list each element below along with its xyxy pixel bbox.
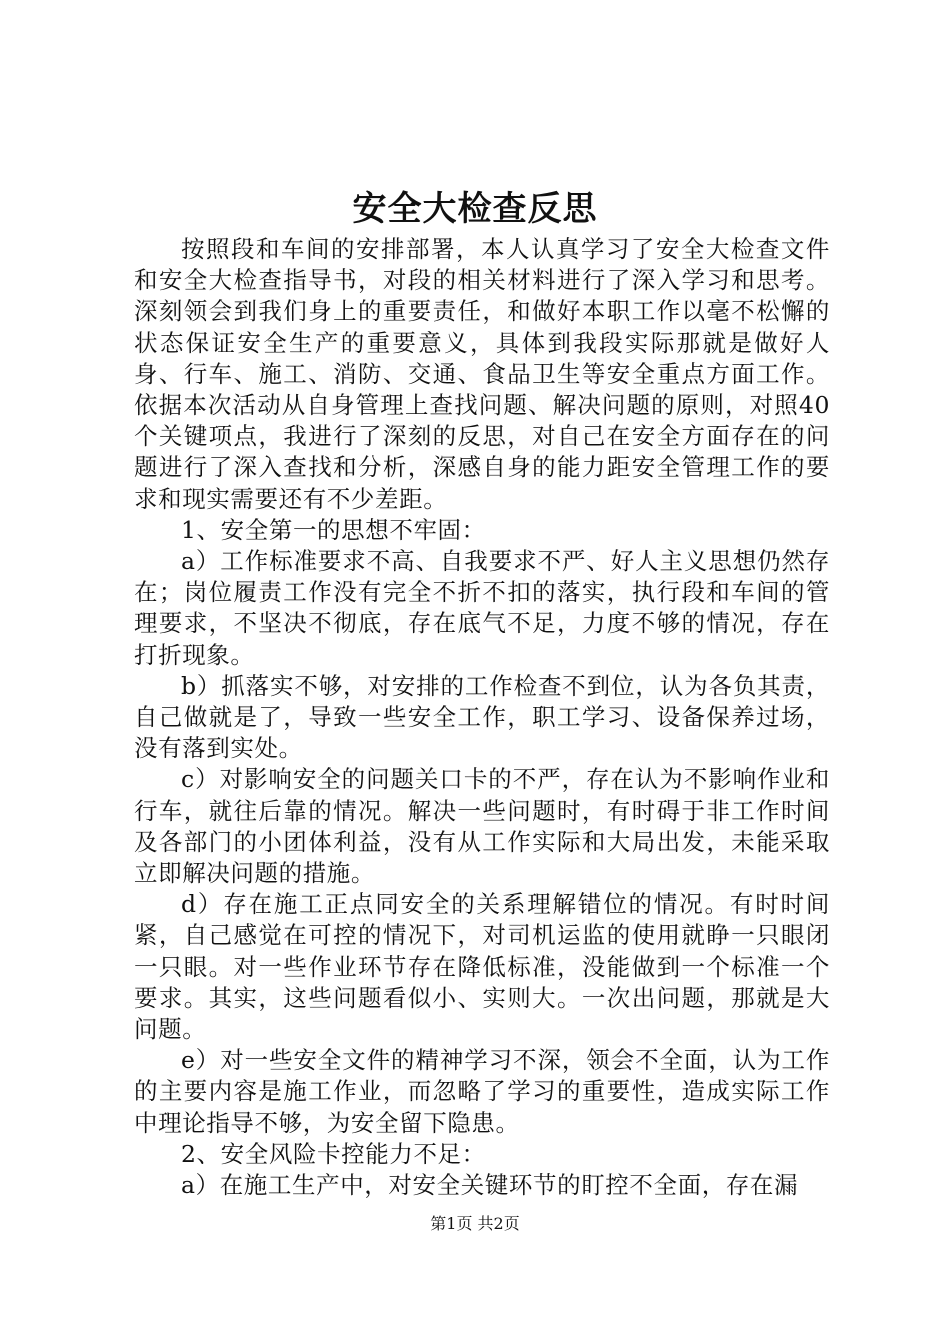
paragraph-1e: e）对一些安全文件的精神学习不深，领会不全面，认为工作的主要内容是施工作业，而忽略了学习的重要性，造成实际工作中理论指导不够，为安全留下隐患。 <box>134 1046 830 1137</box>
document-body <box>134 234 830 1201</box>
paragraph-1b: b）抓落实不够，对安排的工作检查不到位，认为各负其责，自己做就是了，导致一些安全工作，职工学习、设备保养过场，没有落到实处。 <box>134 671 830 763</box>
paragraph-1a: a）工作标准要求不高、自我要求不严、好人主义思想仍然存在；岗位履责工作没有完全不折不扣的落实，执行段和车间的管理要求，不坚决不彻底，存在底气不足，力度不够的情况，存在打折现象。 <box>134 547 830 669</box>
document-title: 安全大检查反思 <box>352 189 598 229</box>
section-heading-1: 1、安全第一的思想不牢固： <box>181 515 486 544</box>
page-footer: 第1页 共2页 <box>430 1214 520 1233</box>
paragraph-2a: a）在施工生产中，对安全关键环节的盯控不全面，存在漏 <box>181 1171 799 1200</box>
section-heading-2: 2、安全风险卡控能力不足： <box>181 1139 486 1168</box>
paragraph-1d: d）存在施工正点同安全的关系理解错位的情况。有时时间紧，自己感觉在可控的情况下，对司机运监的使用就睁一只眼闭一只眼。对一些作业环节存在降低标准，没能做到一个标准一个要求。其实，这些问题看似小、实则大。一次出问题，那就是大问题。 <box>134 890 830 1044</box>
paragraph-intro: 按照段和车间的安排部署，本人认真学习了安全大检查文件和安全大检查指导书，对段的相关材料进行了深入学习和思考。深刻领会到我们身上的重要责任，和做好本职工作以毫不松懈的状态保证安全生产的重要意义，具体到我段实际那就是做好人身、行车、施工、消防、交通、食品卫生等安全重点方面工作。依据本次活动从自身管理上查找问题、解决问题的原则，对照40个关键项点，我进行了深刻的反思，对自己在安全方面存在的问题进行了深入查找和分析，深感自身的能力距安全管理工作的要求和现实需要还有不少差距。 <box>134 235 830 513</box>
paragraph-1c: c）对影响安全的问题关口卡的不严，存在认为不影响作业和行车，就往后靠的情况。解决一些问题时，有时碍于非工作时间及各部门的小团体利益，没有从工作实际和大局出发，未能采取立即解决问题的措施。 <box>134 765 830 888</box>
